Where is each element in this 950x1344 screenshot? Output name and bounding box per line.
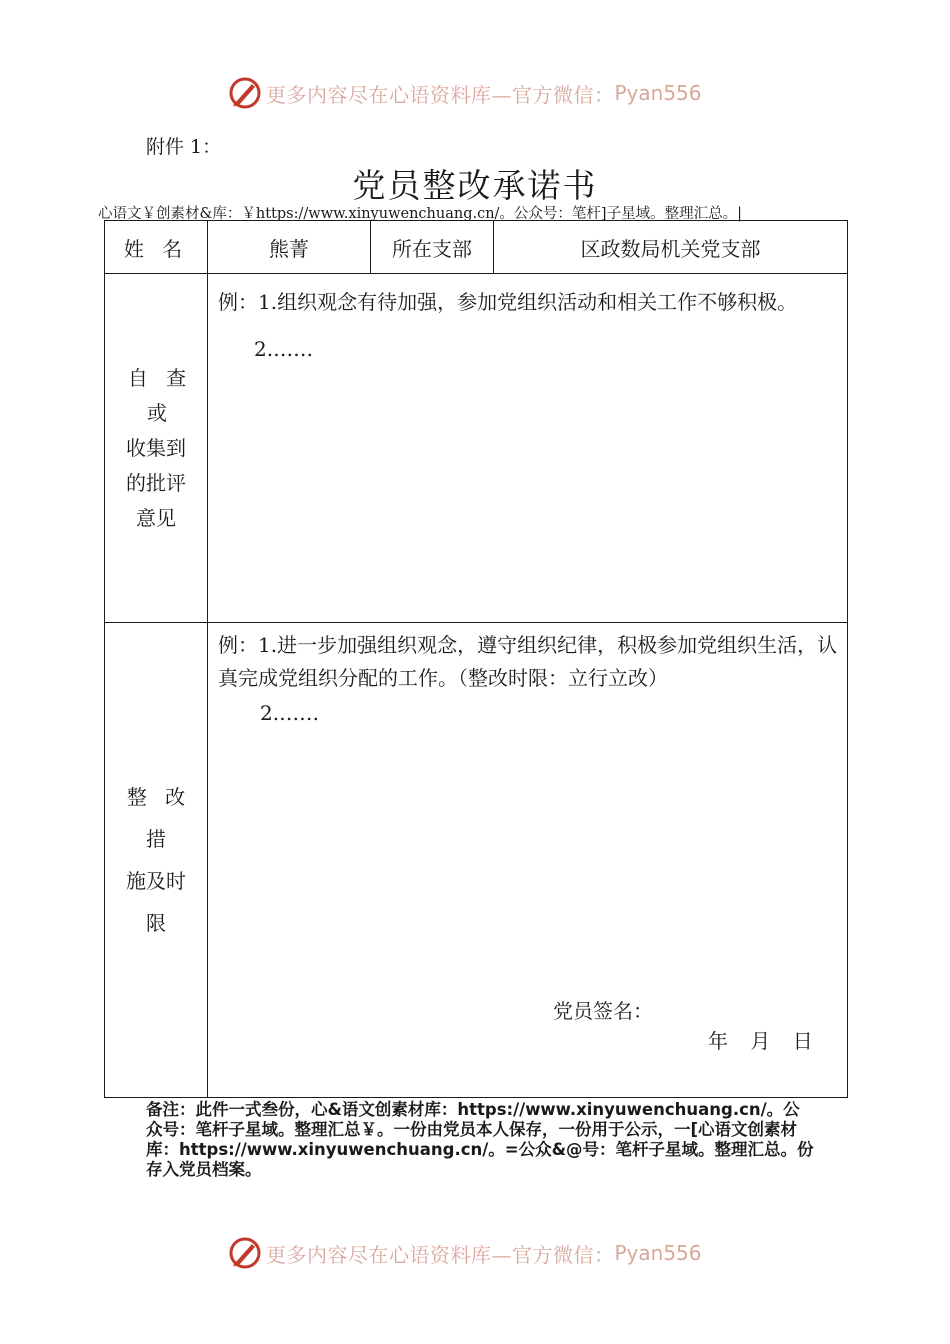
header-row bbox=[105, 221, 848, 274]
criticism-row bbox=[105, 274, 848, 623]
name-label: 姓 名 bbox=[105, 221, 208, 274]
criticism-item-1: 例：1.组织观念有待加强，参加党组织活动和相关工作不够积极。 bbox=[218, 290, 798, 314]
measures-row bbox=[105, 623, 848, 1098]
signature-label: 党员签名： bbox=[553, 999, 653, 1023]
commitment-form-table bbox=[104, 220, 848, 1098]
criticism-content bbox=[208, 274, 848, 623]
brand-logo-icon bbox=[228, 76, 262, 110]
watermark-wechat-id: Pyan556 bbox=[614, 1241, 702, 1265]
watermark-header bbox=[0, 73, 950, 113]
brand-logo-icon bbox=[228, 1236, 262, 1270]
watermark-wechat-id: Pyan556 bbox=[614, 81, 702, 105]
footnote: 备注：此件一式叁份，心&语文创素材库：https://www.xinyuwenchuang.cn/。公众号：笔杆子星域。整理汇总￥。一份由党员本人保存，一份用于公示，一[心语文创素材库：https://www.xinyuwenchuang.cn/。=公众&@号：笔杆子星域。整理汇总。份存入党员档案。 bbox=[146, 1100, 814, 1179]
document-title: 党员整改承诺书 bbox=[352, 166, 598, 205]
date-line: 年 月 日 bbox=[708, 1029, 814, 1053]
name-value: 熊菁 bbox=[208, 221, 371, 274]
branch-value: 区政数局机关党支部 bbox=[494, 221, 848, 274]
watermark-text: 更多内容尽在心语资料库—官方微信： bbox=[266, 1242, 615, 1267]
source-line: 心语文￥创素材&库：￥https://www.xinyuwenchuang.cn/。公众号：笔杆]子星域。整理汇总。| bbox=[98, 206, 742, 222]
attachment-label: 附件 1： bbox=[146, 136, 222, 158]
watermark-text: 更多内容尽在心语资料库—官方微信： bbox=[266, 82, 615, 107]
measures-label: 整 改 措 施及时 限 bbox=[105, 623, 208, 1098]
watermark-footer bbox=[0, 1233, 950, 1273]
measures-content bbox=[208, 623, 848, 1098]
criticism-label: 自 查 或 收集到 的批评 意见 bbox=[105, 274, 208, 623]
measures-item-2: 2.…… bbox=[260, 701, 320, 725]
branch-label: 所在支部 bbox=[371, 221, 494, 274]
criticism-item-2: 2.…… bbox=[254, 337, 314, 361]
measures-item-1: 例：1.进一步加强组织观念，遵守组织纪律，积极参加党组织生活，认真完成党组织分配的工作。（整改时限：立行立改） bbox=[218, 633, 838, 690]
